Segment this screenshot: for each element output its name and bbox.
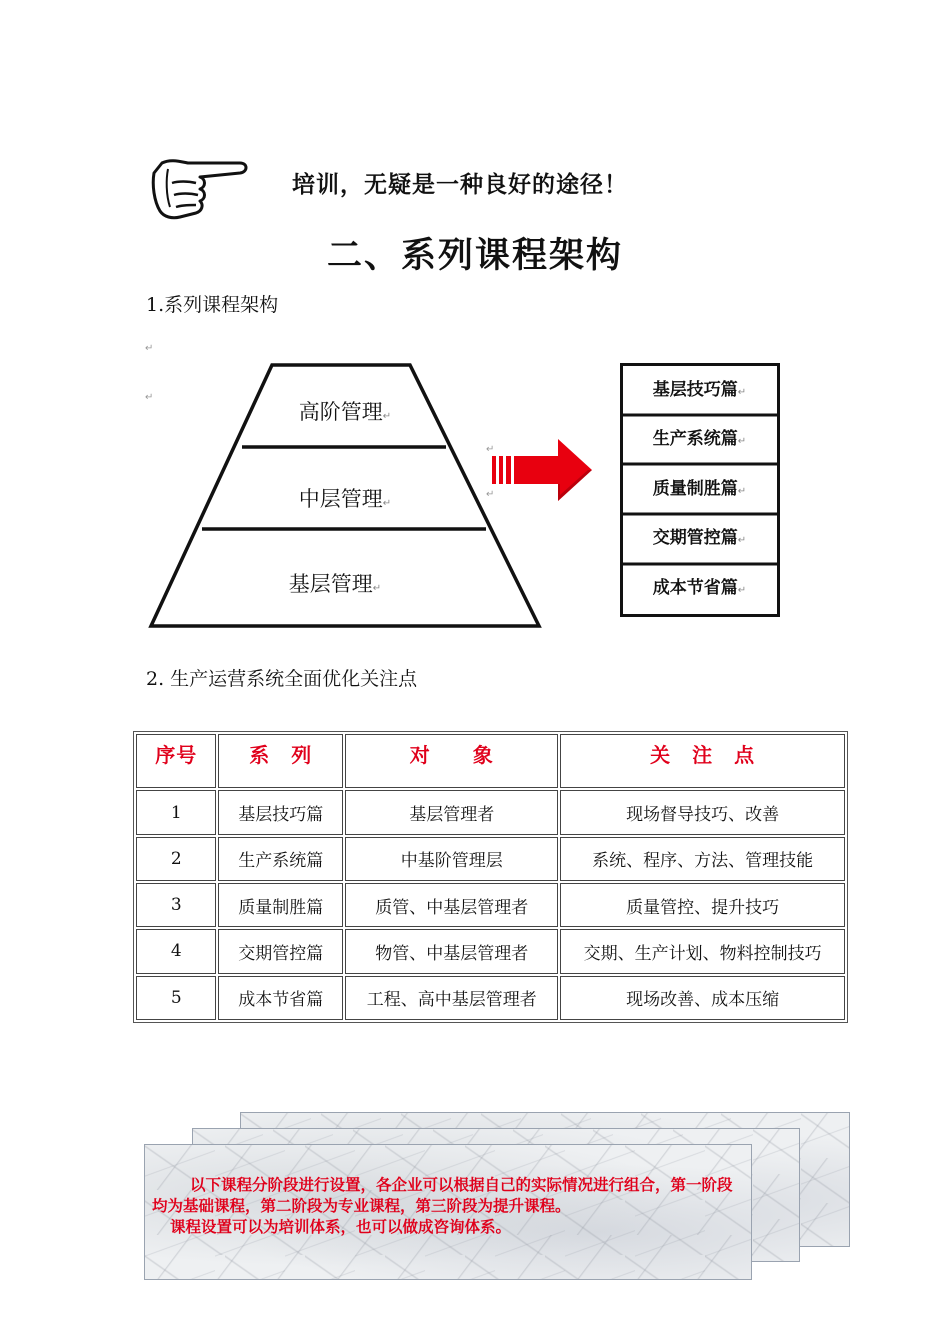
table-row [136, 883, 845, 927]
pyramid-level-base: 基层管理↵ [288, 572, 382, 596]
table-cell: 1 [136, 790, 216, 834]
table-cell: 2 [136, 837, 216, 881]
table-cell: 交期、生产计划、物料控制技巧 [560, 929, 845, 973]
header-index: 序号 [136, 734, 216, 788]
section-title: 二、系列课程架构 [326, 236, 623, 276]
focus-points-table [133, 731, 848, 1023]
table-cell: 中基阶管理层 [345, 837, 558, 881]
module-basic-skills: 基层技巧篇↵ [652, 380, 747, 400]
note-paragraph-stages: 以下课程分阶段进行设置，各企业可以根据自己的实际情况进行组合，第一阶段均为基础课程，第二阶段为专业课程，第三阶段为提升课程。 [152, 1176, 733, 1215]
module-delivery: 交期管控篇↵ [652, 528, 747, 548]
table-cell: 生产系统篇 [218, 837, 343, 881]
header-focus: 关 注 点 [560, 734, 845, 788]
subheading-focus-points: 2. 生产运营系统全面优化关注点 [146, 668, 418, 690]
table-row [136, 837, 845, 881]
table-cell: 工程、高中基层管理者 [345, 976, 558, 1020]
note-paragraph-system: 课程设置可以为培训体系，也可以做成咨询体系。 [170, 1218, 512, 1236]
paragraph-mark: ↵ [145, 343, 154, 354]
module-quality: 质量制胜篇↵ [652, 479, 747, 499]
table-header-row [136, 734, 845, 788]
table-cell: 质量制胜篇 [218, 883, 343, 927]
pointing-hand-icon [148, 155, 250, 221]
table-cell: 基层技巧篇 [218, 790, 343, 834]
table-cell: 交期管控篇 [218, 929, 343, 973]
header-target: 对 象 [345, 734, 558, 788]
pyramid-level-senior: 高阶管理↵ [298, 400, 392, 424]
pyramid-level-middle: 中层管理↵ [298, 487, 392, 511]
table-cell: 系统、程序、方法、管理技能 [560, 837, 845, 881]
table-cell: 基层管理者 [345, 790, 558, 834]
slogan: 培训，无疑是一种良好的途径！ [292, 172, 628, 198]
table-cell: 质管、中基层管理者 [345, 883, 558, 927]
paragraph-mark: ↵ [145, 392, 154, 403]
header-series: 系 列 [218, 734, 343, 788]
paragraph-mark: ↵ [486, 489, 495, 500]
table-cell: 3 [136, 883, 216, 927]
table-row [136, 929, 845, 973]
table-row [136, 790, 845, 834]
table-cell: 质量管控、提升技巧 [560, 883, 845, 927]
table-cell: 物管、中基层管理者 [345, 929, 558, 973]
table-cell: 现场督导技巧、改善 [560, 790, 845, 834]
table-cell: 4 [136, 929, 216, 973]
right-arrow-icon [488, 437, 594, 503]
course-note [152, 1175, 744, 1238]
paragraph-mark: ↵ [486, 444, 495, 455]
table-row [136, 976, 845, 1020]
module-cost: 成本节省篇↵ [652, 578, 747, 598]
module-production-system: 生产系统篇↵ [652, 429, 747, 449]
table-cell: 现场改善、成本压缩 [560, 976, 845, 1020]
subheading-course-structure: 1.系列课程架构 [146, 294, 279, 316]
table-cell: 成本节省篇 [218, 976, 343, 1020]
table-cell: 5 [136, 976, 216, 1020]
